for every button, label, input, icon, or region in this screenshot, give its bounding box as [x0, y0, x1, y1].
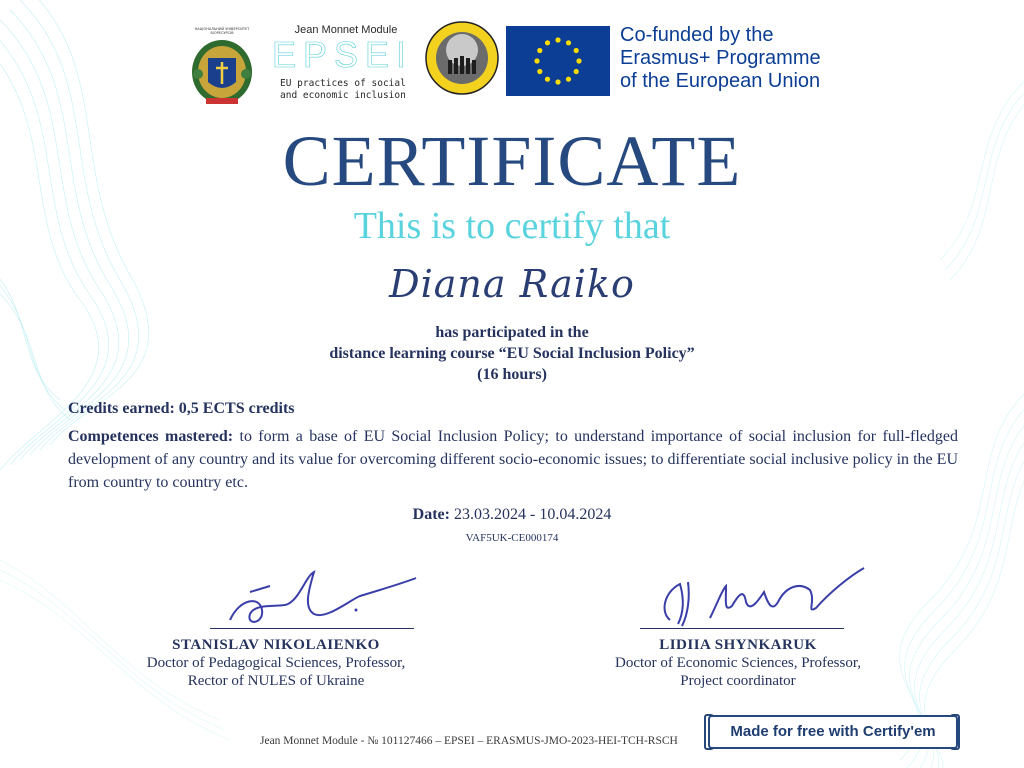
course-date [0, 506, 1024, 524]
eu-flag-icon [506, 26, 610, 96]
signer-block-1 [90, 636, 462, 690]
eu-cofunded-text [620, 24, 860, 93]
participation-line1: has participated in the [435, 324, 589, 341]
competences-paragraph [68, 425, 958, 494]
signature-shynkaruk [640, 562, 870, 632]
course-hours: (16 hours) [477, 366, 547, 383]
date-label: Date: [412, 506, 450, 523]
credits-earned: Credits earned: 0,5 ECTS credits [68, 400, 295, 417]
eu-line2: Erasmus+ Programme [620, 47, 821, 69]
signer-name: LIDIIA SHYNKARUK [659, 637, 817, 653]
svg-text:БІОРЕСУРСІВ: БІОРЕСУРСІВ [210, 31, 234, 35]
module-name: EPSEI [272, 34, 414, 75]
course-name-line: distance learning course “EU Social Inclusion Policy” [329, 345, 695, 362]
institute-medal-logo [424, 20, 500, 96]
participation-statement [0, 322, 1024, 385]
signer-position: Rector of NULES of Ukraine [187, 673, 365, 689]
module-subtitle [280, 78, 414, 102]
signature-line-2 [640, 628, 844, 629]
certify-line: This is to certify that [353, 205, 671, 247]
svg-text:НАЦІОНАЛЬНИЙ УНІВЕРСИТЕТ: НАЦІОНАЛЬНИЙ УНІВЕРСИТЕТ [194, 27, 250, 31]
certifyem-badge[interactable] [704, 711, 960, 751]
module-subtitle-line2: and economic inclusion [280, 90, 406, 101]
signer-position: Project coordinator [680, 673, 796, 689]
epsei-logo [272, 24, 412, 106]
signer-title: Doctor of Economic Sciences, Professor, [615, 655, 861, 671]
module-label: Jean Monnet Module [294, 24, 398, 36]
module-subtitle-line1: EU practices of social [280, 78, 406, 89]
footer-project-info: Jean Monnet Module - № 101127466 – EPSEI – ERASMUS-JMO-2023-HEI-TCH-RSCH [260, 735, 678, 747]
recipient-name: Diana Raiko [389, 262, 635, 306]
eu-line1: Co-funded by the [620, 24, 774, 46]
university-crest-logo [184, 20, 260, 108]
badge-label[interactable]: Made for free with Certify'em [730, 723, 936, 740]
date-value: 23.03.2024 - 10.04.2024 [449, 506, 612, 523]
signature-line-1 [210, 628, 414, 629]
signer-block-2 [560, 636, 916, 690]
signer-name: STANISLAV NIKOLAIENKO [172, 637, 380, 653]
competences-text: to form a base of EU Social Inclusion Policy; to understand importance of social inclusion for full-fledged development of any country and its value for overcoming different socio-economic issues; to differentiate social inclusive policy in the EU from country to country etc. [68, 428, 959, 491]
eu-line3: of the European Union [620, 70, 821, 92]
header-logos [180, 14, 840, 106]
signer-title: Doctor of Pedagogical Sciences, Professor, [146, 655, 406, 671]
competences-label: Competences mastered: [68, 428, 234, 445]
certificate-code: VAF5UK-CE000174 [465, 532, 559, 544]
certificate-title: CERTIFICATE [282, 121, 742, 201]
